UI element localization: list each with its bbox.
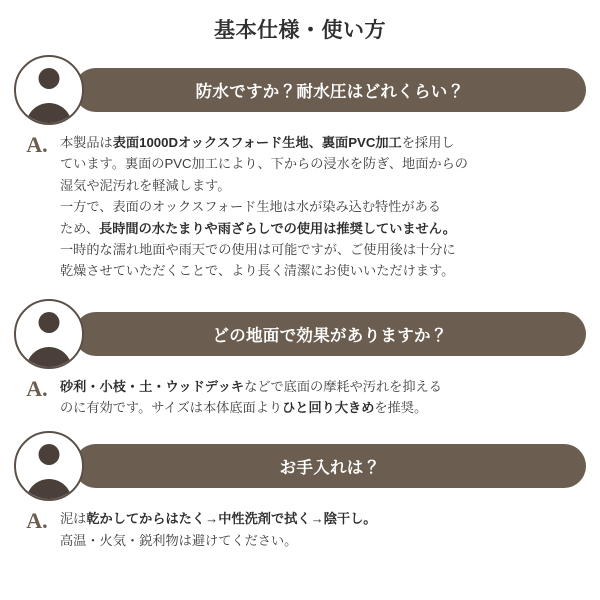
faq-question-3: お手入れは？ <box>74 444 586 488</box>
faq-answer-text-2 <box>60 376 586 419</box>
avatar-body-shape <box>26 103 72 125</box>
answer-line <box>60 218 578 239</box>
answer-line <box>60 239 578 260</box>
answer-line <box>60 153 578 174</box>
emphasis-text: 乾かしてからはたく→中性洗剤で拭く→陰干し。 <box>86 511 377 527</box>
faq-answer-row-3 <box>14 508 586 551</box>
page-title: 基本仕様・使い方 <box>214 19 386 42</box>
answer-mark-1: A. <box>26 132 48 157</box>
faq-question-row-2 <box>14 298 586 370</box>
answer-line <box>60 260 578 281</box>
emphasis-text: ひと回り大きめ <box>282 400 375 415</box>
body-text: のに有効です。サイズは本体底面より <box>60 400 283 415</box>
body-text: ています。裏面のPVC加工により、下からの浸水を防ぎ、地面からの <box>60 156 468 172</box>
emphasis-text: 表面1000Dオックスフォード生地、裏面PVC加工 <box>112 135 402 150</box>
answer-mark-2: A. <box>26 375 48 401</box>
answer-line <box>60 508 578 529</box>
body-text: 湿気や泥汚れを軽減します。 <box>60 177 231 193</box>
faq-question-row-3 <box>14 430 586 502</box>
person-avatar-icon <box>14 431 84 501</box>
emphasis-text: 長時間の水たまりや雨ざらしでの使用は推奨していません。 <box>99 220 456 236</box>
faq-answer-text-3 <box>60 508 586 551</box>
faq-answer-row-1 <box>14 132 586 282</box>
avatar-head-shape <box>39 444 60 465</box>
faq-question-1: 防水ですか？耐水圧はどれくらい？ <box>74 68 586 112</box>
faq-question-2: どの地面で効果がありますか？ <box>74 312 586 356</box>
body-text: などで底面の摩耗や汚れを抑える <box>244 378 442 394</box>
body-text: 本製品は <box>60 135 113 150</box>
person-avatar-icon <box>14 55 84 125</box>
avatar-body-shape <box>26 479 72 501</box>
faq-question-row-1 <box>14 54 586 126</box>
answer-mark-3: A. <box>26 508 48 534</box>
faq-item-1 <box>14 54 586 282</box>
body-text: 一時的な濡れ地面や雨天での使用は可能ですが、ご使用後は十分に <box>60 241 456 257</box>
answer-line <box>60 530 578 551</box>
body-text: 泥は <box>60 511 87 527</box>
answer-line <box>60 175 578 196</box>
emphasis-text: 砂利・小枝・土・ウッドデッキ <box>60 378 245 394</box>
faq-item-3 <box>14 430 586 551</box>
faq-answer-text-1 <box>60 132 586 282</box>
person-avatar-icon <box>14 299 84 369</box>
answer-line <box>60 397 578 418</box>
avatar-head-shape <box>39 312 60 333</box>
faq-answer-row-2 <box>14 376 586 419</box>
body-text: 乾燥させていただくことで、より長く清潔にお使いいただけます。 <box>60 263 455 279</box>
avatar-head-shape <box>39 68 60 89</box>
avatar-body-shape <box>26 347 72 369</box>
body-text: を採用し <box>401 135 455 150</box>
answer-line <box>60 196 578 217</box>
body-text: ため、 <box>60 220 100 236</box>
answer-line <box>60 376 578 397</box>
answer-line <box>60 132 578 153</box>
body-text: を推奨。 <box>374 400 428 415</box>
body-text: 一方で、表面のオックスフォード生地は水が染み込む特性がある <box>60 199 441 215</box>
body-text: 高温・火気・鋭利物は避けてください。 <box>60 532 298 548</box>
faq-item-2 <box>14 298 586 419</box>
